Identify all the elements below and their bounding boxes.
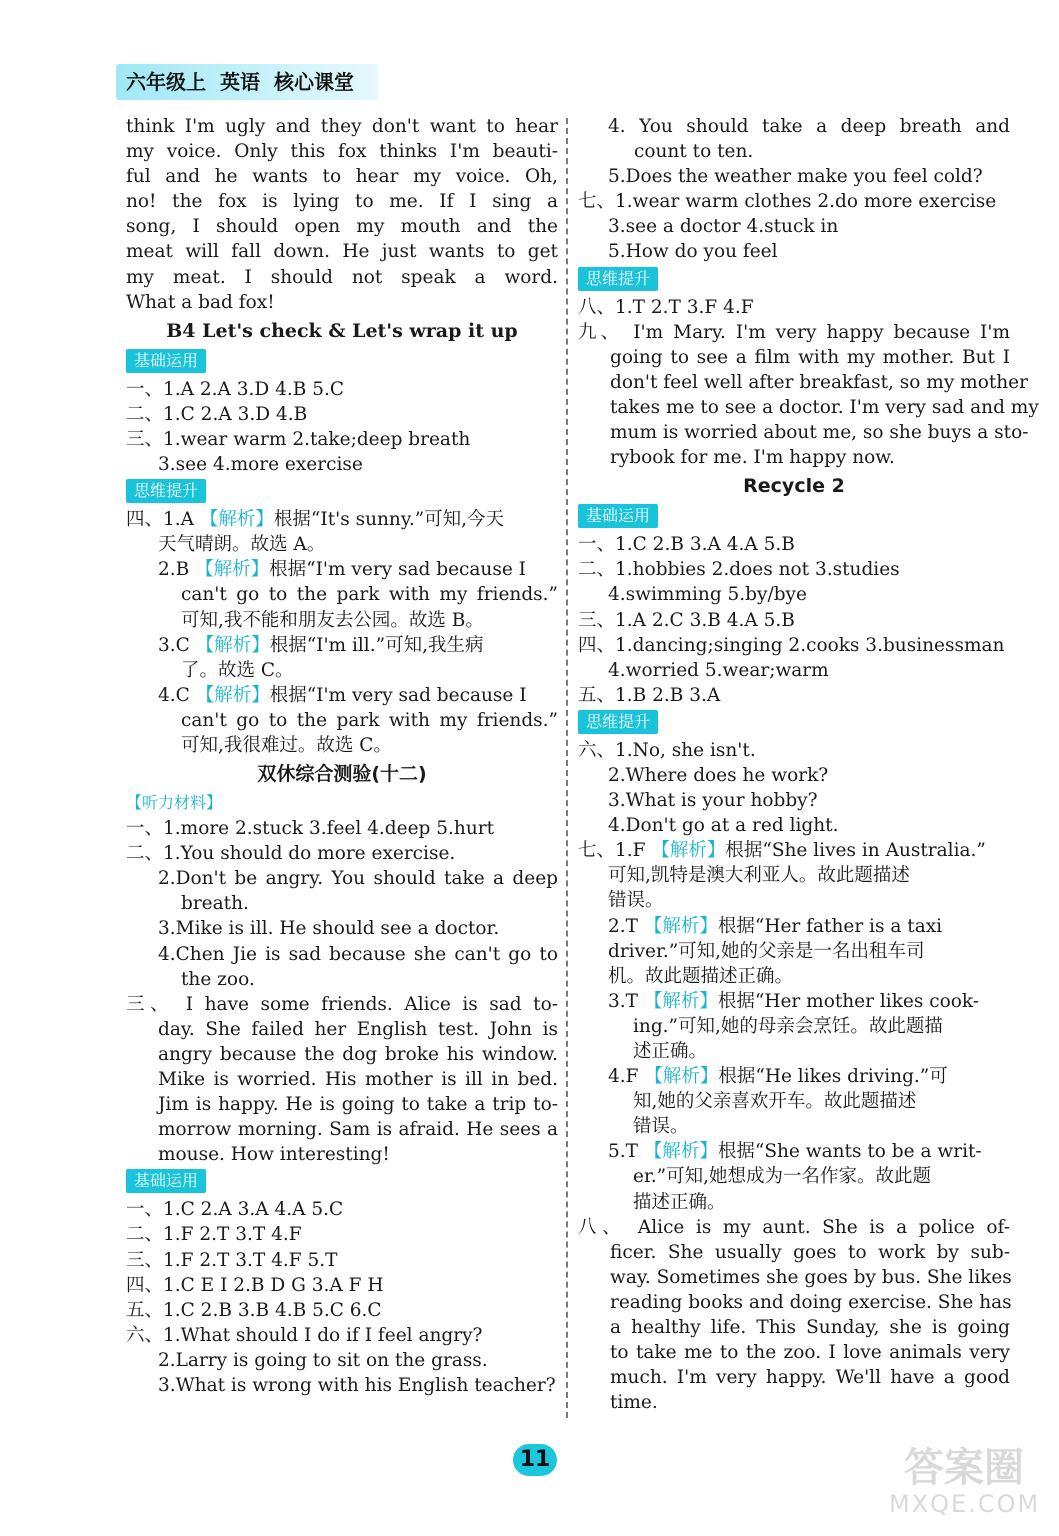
answer-line: 3.T 【解析】根据“Her mother likes cook- <box>608 990 979 1012</box>
text-line: mouse. How interesting! <box>158 1144 390 1166</box>
section-title: 双休综合测验(十二) <box>257 763 427 786</box>
answer-line: 四、1.dancing;singing 2.cooks 3.businessman <box>578 634 1005 656</box>
text-line: my meat. I should not speak a word. <box>126 266 558 288</box>
section-title: B4 Let's check & Let's wrap it up <box>166 319 518 342</box>
text-line: mum is worried about me, so she buys a sto- <box>610 422 1029 444</box>
answer-line: 一、1.more 2.stuck 3.feel 4.deep 5.hurt <box>126 818 495 840</box>
answer-line: 二、1.You should do more exercise. <box>126 843 456 865</box>
answer-line: 二、1.F 2.T 3.T 4.F <box>126 1224 302 1246</box>
answer-line: 4.Don't go at a red light. <box>608 815 839 837</box>
answer-line: 错误。 <box>633 1116 689 1138</box>
answer-line: 4.C 【解析】根据“I'm very sad because I <box>158 684 527 706</box>
answer-line: 4.F 【解析】根据“He likes driving.”可 <box>608 1066 948 1088</box>
answer-line: 错误。 <box>608 890 664 912</box>
text-line: don't feel well after breakfast, so my mother <box>610 371 1028 393</box>
answer-line: 3.see a doctor 4.stuck in <box>608 216 839 238</box>
answer-line: 可知,我不能和朋友去公园。故选 B。 <box>181 609 484 631</box>
column-divider <box>566 118 568 1418</box>
watermark-text: 答案圈 <box>904 1445 1024 1491</box>
text-line: no! the fox is lying to me. If I sing a <box>126 191 558 213</box>
answer-line: 二、1.C 2.A 3.D 4.B <box>126 403 308 425</box>
text-line: my voice. Only this fox thinks I'm beauti- <box>126 141 558 163</box>
answer-line: ing.”可知,她的母亲会烹饪。故此题描 <box>633 1015 943 1037</box>
text-line: rybook for me. I'm happy now. <box>610 447 895 469</box>
tag-basic: 基础运用 <box>578 504 658 528</box>
header-grade: 六年级上 <box>126 70 206 94</box>
text-line: song, I should open my mouth and the <box>126 216 558 238</box>
answer-line: 四、1.A 【解析】根据“It's sunny.”可知,今天 <box>126 509 505 531</box>
watermark-url: MXQE.COM <box>889 1490 1041 1518</box>
right-column <box>578 114 1039 1415</box>
text-line: a healthy life. This Sunday, she is going <box>610 1317 1010 1339</box>
answer-line: 天气晴朗。故选 A。 <box>158 534 326 556</box>
answer-line: 2.Don't be angry. You should take a deep <box>158 868 558 890</box>
answer-line: the zoo. <box>181 968 255 990</box>
watermark-logo <box>889 1446 1039 1526</box>
answer-line: 了。故选 C。 <box>181 659 294 681</box>
answer-line: 述正确。 <box>633 1041 708 1062</box>
answer-line: 可知,凯特是澳大利亚人。故此题描述 <box>608 865 910 887</box>
answer-line: count to ten. <box>634 141 754 163</box>
answer-line: 2.Where does he work? <box>608 764 829 786</box>
answer-line: 4.worried 5.wear;warm <box>608 659 829 681</box>
answer-line: 六、1.No, she isn't. <box>578 739 756 761</box>
answer-line: 4. You should take a deep breath and <box>608 116 1010 137</box>
jiexi-label: 【解析】 <box>643 915 718 937</box>
text-line: day. She failed her English test. John is <box>158 1018 558 1040</box>
text-line: Mike is worried. His mother is ill in bed. <box>158 1069 558 1090</box>
page-header <box>116 64 378 100</box>
text-line: to take me to the zoo. I love animals very <box>610 1342 1010 1364</box>
answer-line: 七、1.F 【解析】根据“She lives in Australia.” <box>578 840 986 862</box>
text-line: 九、 I'm Mary. I'm very happy because I'm <box>578 321 1010 343</box>
answer-line: 六、1.What should I do if I feel angry? <box>126 1324 483 1346</box>
answer-line: 5.Does the weather make you feel cold? <box>608 166 983 188</box>
answer-line: 三、1.F 2.T 3.T 4.F 5.T <box>126 1249 338 1271</box>
answer-line: 三、1.wear warm 2.take;deep breath <box>126 428 471 450</box>
text-line: ficer. She usually goes to work by sub- <box>610 1241 1010 1263</box>
jiexi-label: 【解析】 <box>195 634 270 656</box>
text-line: morrow morning. Sam is afraid. He sees a <box>158 1119 558 1141</box>
text-line: 三、 I have some friends. Alice is sad to- <box>126 993 558 1015</box>
answer-line: 知,她的父亲喜欢开车。故此题描述 <box>633 1091 917 1113</box>
text-line: reading books and doing exercise. She has <box>610 1291 1012 1313</box>
answer-line: 八、1.T 2.T 3.F 4.F <box>578 296 754 318</box>
answer-line: 五、1.C 2.B 3.B 4.B 5.C 6.C <box>126 1299 382 1321</box>
text-line: ful and he wants to hear my voice. Oh, <box>126 166 558 188</box>
answer-line: 五、1.B 2.B 3.A <box>578 684 721 706</box>
tag-listening: 【听力材料】 <box>126 793 223 813</box>
answer-line: 可知,我很难过。故选 C。 <box>181 734 392 756</box>
tag-think: 思维提升 <box>578 267 658 291</box>
header-book: 核心课堂 <box>274 70 354 94</box>
jiexi-label: 【解析】 <box>651 840 726 862</box>
answer-line: driver.”可知,她的父亲是一名出租车司 <box>608 940 925 962</box>
answer-line: 3.C 【解析】根据“I'm ill.”可知,我生病 <box>158 634 484 656</box>
answer-line: 3.What is your hobby? <box>608 790 818 812</box>
section-title: Recycle 2 <box>743 475 845 498</box>
jiexi-label: 【解析】 <box>643 990 718 1012</box>
answer-line: 4.swimming 5.by/bye <box>608 584 807 606</box>
text-line: What a bad fox! <box>126 291 275 313</box>
answer-line: 四、1.C E I 2.B D G 3.A F H <box>126 1274 384 1296</box>
answer-line: 4.Chen Jie is sad because she can't go to <box>158 943 558 965</box>
text-line: Jim is happy. He is going to take a trip to- <box>158 1094 558 1116</box>
tag-think: 思维提升 <box>578 710 658 734</box>
text-line: think I'm ugly and they don't want to hear <box>126 116 558 137</box>
page-number: 11 <box>513 1444 557 1476</box>
answer-line: 三、1.A 2.C 3.B 4.A 5.B <box>578 609 795 631</box>
answer-line: 3.Mike is ill. He should see a doctor. <box>158 918 500 940</box>
answer-line: 二、1.hobbies 2.does not 3.studies <box>578 559 900 581</box>
answer-line: er.”可知,她想成为一名作家。故此题 <box>633 1166 931 1188</box>
jiexi-label: 【解析】 <box>643 1141 718 1163</box>
answer-line: 3.What is wrong with his English teacher? <box>158 1375 556 1397</box>
answer-line: 一、1.C 2.A 3.A 4.A 5.C <box>126 1199 344 1221</box>
answer-line: breath. <box>181 893 249 915</box>
text-line: meat will fall down. He just wants to get <box>126 241 558 263</box>
text-line: 八、 Alice is my aunt. She is a police of- <box>578 1216 1010 1238</box>
jiexi-label: 【解析】 <box>195 559 270 581</box>
left-column <box>126 114 558 1398</box>
answer-line: can't go to the park with my friends.” <box>181 709 558 731</box>
header-subject: 英语 <box>220 70 260 94</box>
tag-think: 思维提升 <box>126 479 206 503</box>
answer-line: 七、1.wear warm clothes 2.do more exercise <box>578 191 997 213</box>
answer-line: 5.T 【解析】根据“She wants to be a writ- <box>608 1141 982 1163</box>
jiexi-label: 【解析】 <box>199 509 274 531</box>
answer-line: 3.see 4.more exercise <box>158 454 363 476</box>
text-line: takes me to see a doctor. I'm very sad and my <box>610 396 1039 418</box>
text-line: time. <box>610 1392 658 1414</box>
text-line: angry because the dog broke his window. <box>158 1043 558 1065</box>
tag-basic: 基础运用 <box>126 1169 206 1193</box>
answer-line: 2.T 【解析】根据“Her father is a taxi <box>608 915 943 937</box>
answer-line: 描述正确。 <box>633 1191 726 1213</box>
jiexi-label: 【解析】 <box>195 684 270 706</box>
text-line: much. I'm very happy. We'll have a good <box>610 1367 1010 1389</box>
jiexi-label: 【解析】 <box>644 1066 719 1088</box>
answer-line: 一、1.A 2.A 3.D 4.B 5.C <box>126 378 345 400</box>
answer-line: can't go to the park with my friends.” <box>181 584 558 606</box>
answer-line: 2.B 【解析】根据“I'm very sad because I <box>158 559 526 581</box>
answer-line: 2.Larry is going to sit on the grass. <box>158 1349 488 1371</box>
tag-basic: 基础运用 <box>126 349 206 373</box>
text-line: way. Sometimes she goes by bus. She likes <box>610 1266 1012 1288</box>
answer-line: 5.How do you feel <box>608 241 778 263</box>
answer-line: 机。故此题描述正确。 <box>608 965 794 987</box>
text-line: going to see a film with my mother. But I <box>610 346 1010 368</box>
answer-line: 一、1.C 2.B 3.A 4.A 5.B <box>578 534 795 556</box>
